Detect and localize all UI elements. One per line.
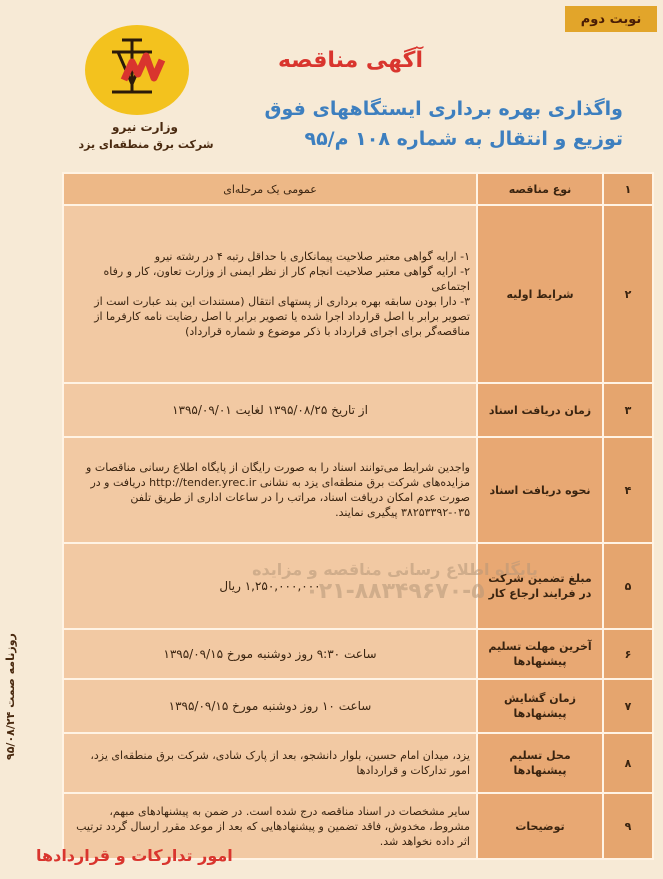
row-label: زمان گشایش پیشنهادها — [477, 679, 603, 733]
row-number: ۴ — [603, 437, 653, 543]
row-value: سایر مشخصات در اسناد مناقصه درج شده است. در ضمن به پیشنهادهای مبهم، مشروط، مخدوش، فاقد تضمین و پیشنهادهایی که بعد از موعد مقرر ارسال گردد ترتیب اثر داده نخواهد شد. — [63, 793, 477, 859]
table-row — [63, 733, 653, 793]
row-number: ۲ — [603, 205, 653, 383]
row-number: ۳ — [603, 383, 653, 437]
table-row — [63, 679, 653, 733]
row-label: نوع مناقصه — [477, 173, 603, 205]
ministry-name: وزارت نیرو — [112, 120, 178, 134]
company-name: شرکت برق منطقه‌ای یزد — [78, 138, 214, 151]
row-label: زمان دریافت اسناد — [477, 383, 603, 437]
row-number: ۷ — [603, 679, 653, 733]
row-label: محل تسلیم پیشنهادها — [477, 733, 603, 793]
row-value: از تاریخ ۱۳۹۵/۰۸/۲۵ لغایت ۱۳۹۵/۰۹/۰۱ — [63, 383, 477, 437]
row-label: شرایط اولیه — [477, 205, 603, 383]
row-value: واجدین شرایط می‌توانند اسناد را به صورت رایگان از پایگاه اطلاع رسانی مناقصات و مزایده‌های شرکت برق منطقه‌ای یزد به نشانی http://tender.yrec.ir دریافت و در صورت عدم امکان دریافت اسناد، مراتب را در ساعات اداری از طریق تلفن ۰۳۵-۳۸۲۵۳۳۹۲ پیگیری نمایند. — [63, 437, 477, 543]
second-round-badge: نوبت دوم — [565, 6, 657, 32]
row-value: ۱,۲۵۰,۰۰۰,۰۰۰ ریال — [63, 543, 477, 629]
newspaper-side-label: روزنامه صمت ۹۵/۰۸/۲۴ — [4, 633, 17, 760]
watermark-phone: ۰۲۱-۸۸۳۴۹۶۷۰-۵ — [305, 579, 485, 604]
table-row — [63, 629, 653, 679]
notice-title: آگهی مناقصه — [277, 48, 423, 73]
notice-subtitle-line1: واگذاری بهره برداری ایستگاههای فوق — [264, 98, 623, 120]
row-value: ساعت ۱۰ روز دوشنبه مورخ ۱۳۹۵/۰۹/۱۵ — [63, 679, 477, 733]
table-row — [63, 437, 653, 543]
table-row — [63, 205, 653, 383]
table-row — [63, 383, 653, 437]
row-label: توضیحات — [477, 793, 603, 859]
condition-item: ۲- ارایه گواهی معتبر صلاحیت انجام کار از نظر ایمنی از وزارت تعاون، کار و رفاه اجتماعی — [103, 265, 470, 293]
row-number: ۶ — [603, 629, 653, 679]
row-value: عمومی یک مرحله‌ای — [63, 173, 477, 205]
watermark-text: پایگاه اطلاع رسانی مناقصه و مزایده — [252, 560, 538, 579]
table-row — [63, 173, 653, 205]
tender-details-table — [62, 172, 654, 860]
watermark — [230, 560, 560, 604]
condition-item: ۱- ارایه گواهی معتبر صلاحیت پیمانکاری با حداقل رتبه ۴ در رشته نیرو — [154, 250, 470, 263]
row-value — [63, 205, 477, 383]
row-number: ۵ — [603, 543, 653, 629]
row-number: ۹ — [603, 793, 653, 859]
notice-subtitle-line2: توزیع و انتقال به شماره ۱۰۸ م/۹۵ — [304, 128, 623, 150]
row-number: ۱ — [603, 173, 653, 205]
row-value: ساعت ۹:۳۰ روز دوشنبه مورخ ۱۳۹۵/۰۹/۱۵ — [63, 629, 477, 679]
row-value: یزد، میدان امام حسین، بلوار دانشجو، بعد از پارک شادی، شرکت برق منطقه‌ای یزد، امور تدارکات و قراردادها — [63, 733, 477, 793]
footer-department: امور تدارکات و قراردادها — [36, 846, 233, 865]
condition-item: ۳- دارا بودن سابقه بهره برداری از پستهای انتقال (مستندات این بند عبارت است از تصویر برابر با اصل قرارداد اجرا شده یا تصویر برابر با اصل رضایت نامه کارفرما از مناقصه‌گر برای اجرای قرارداد با ذکر موضوع و شماره قرارداد) — [94, 295, 470, 338]
row-label: نحوه دریافت اسناد — [477, 437, 603, 543]
row-label: آخرین مهلت تسلیم پیشنهادها — [477, 629, 603, 679]
row-number: ۸ — [603, 733, 653, 793]
row-label: مبلغ تضمین شرکت در فرایند ارجاع کار — [477, 543, 603, 629]
